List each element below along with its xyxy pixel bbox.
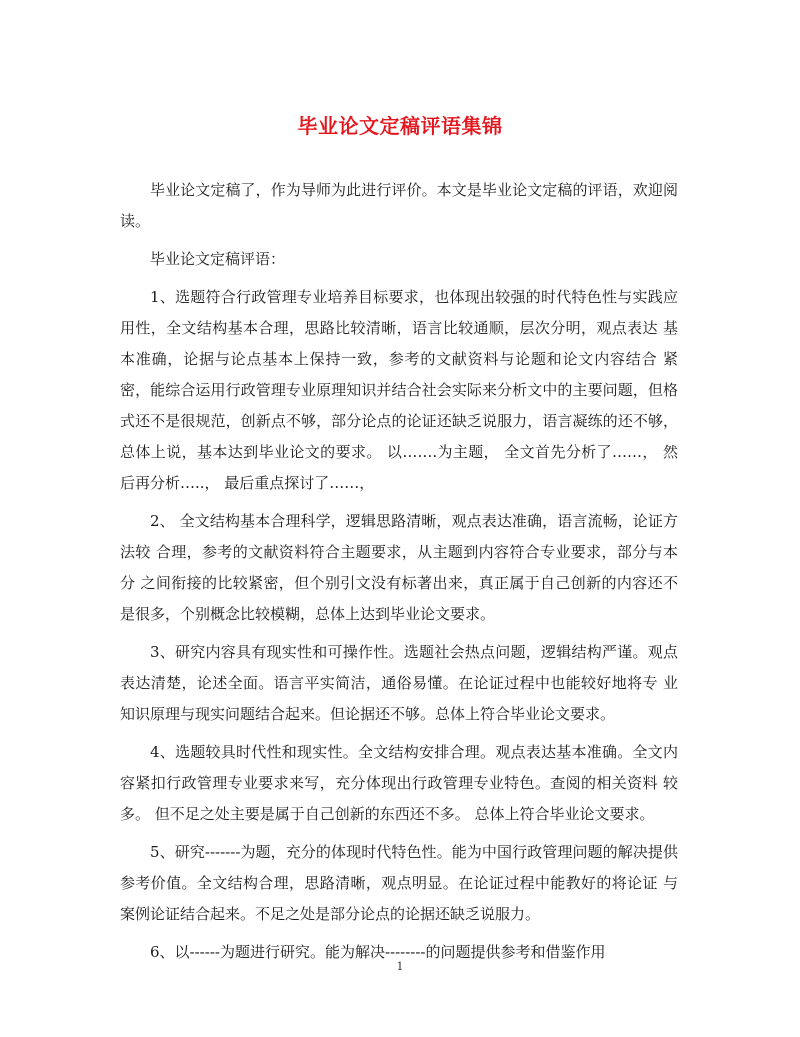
comment-paragraph-4: 4、选题较具时代性和现实性。全文结构安排合理。观点表达基本准确。全文内 容紧扣行政管理专业要求来写，充分体现出行政管理专业特色。查阅的相关资料 较多。 但不足之处主要是属于自己创新的东西还不多。 总体上符合毕业论文要求。 bbox=[120, 743, 678, 823]
intro-paragraph: 毕业论文定稿了，作为导师为此进行评价。本文是毕业论文定稿的评语，欢迎阅读。 bbox=[120, 181, 678, 230]
page-number: 1 bbox=[396, 960, 404, 973]
comments-heading: 毕业论文定稿评语： bbox=[150, 250, 286, 268]
comment-paragraph-3: 3、研究内容具有现实性和可操作性。选题社会热点问题，逻辑结构严谨。观点 表达清楚，论述全面。语言平实简洁，通俗易懂。在论证过程中也能较好地将专 业知识原理与现实问题结合起来。但论据还不够。总体上符合毕业论文要求。 bbox=[120, 643, 678, 723]
document-title: 毕业论文定稿评语集锦 bbox=[297, 114, 503, 138]
comment-paragraph-5: 5、研究-------为题，充分的体现时代特色性。能为中国行政管理问题的解决提供 参考价值。全文结构合理，思路清晰，观点明显。在论证过程中能教好的将论证 与案例论证结合起来。不足之处是部分论点的论据还缺乏说服力。 bbox=[120, 843, 678, 923]
document-body bbox=[120, 175, 678, 975]
comment-paragraph-1: 1、选题符合行政管理专业培养目标要求，也体现出较强的时代特色性与实践应 用性，全文结构基本合理，思路比较清晰，语言比较通顺，层次分明，观点表达 基本准确，论据与论点基本上保持一致，参考的文献资料与论题和论文内容结合 紧密，能综合运用行政管理专业原理知识并结合社会实际来分析文中的主要问题，但格式还不是很规范，创新点不够，部分论点的论证还缺乏说服力，语言凝练的还不够，总体上说，基本达到毕业论文的要求。 以…….为主题， 全文首先分析了……， 然后再分析…..， 最后重点探讨了……， bbox=[120, 288, 678, 492]
comment-paragraph-2: 2、 全文结构基本合理科学，逻辑思路清晰，观点表达准确，语言流畅，论证方法较 合理，参考的文献资料符合主题要求，从主题到内容符合专业要求，部分与本分 之间衔接的比较紧密，但个别引文没有标著出来，真正属于自己创新的内容还不 是很多，个别概念比较模糊，总体上达到毕业论文要求。 bbox=[120, 512, 678, 623]
comment-paragraph-6: 6、以------为题进行研究。能为解决--------的问题提供参考和借鉴作用 bbox=[150, 943, 606, 961]
